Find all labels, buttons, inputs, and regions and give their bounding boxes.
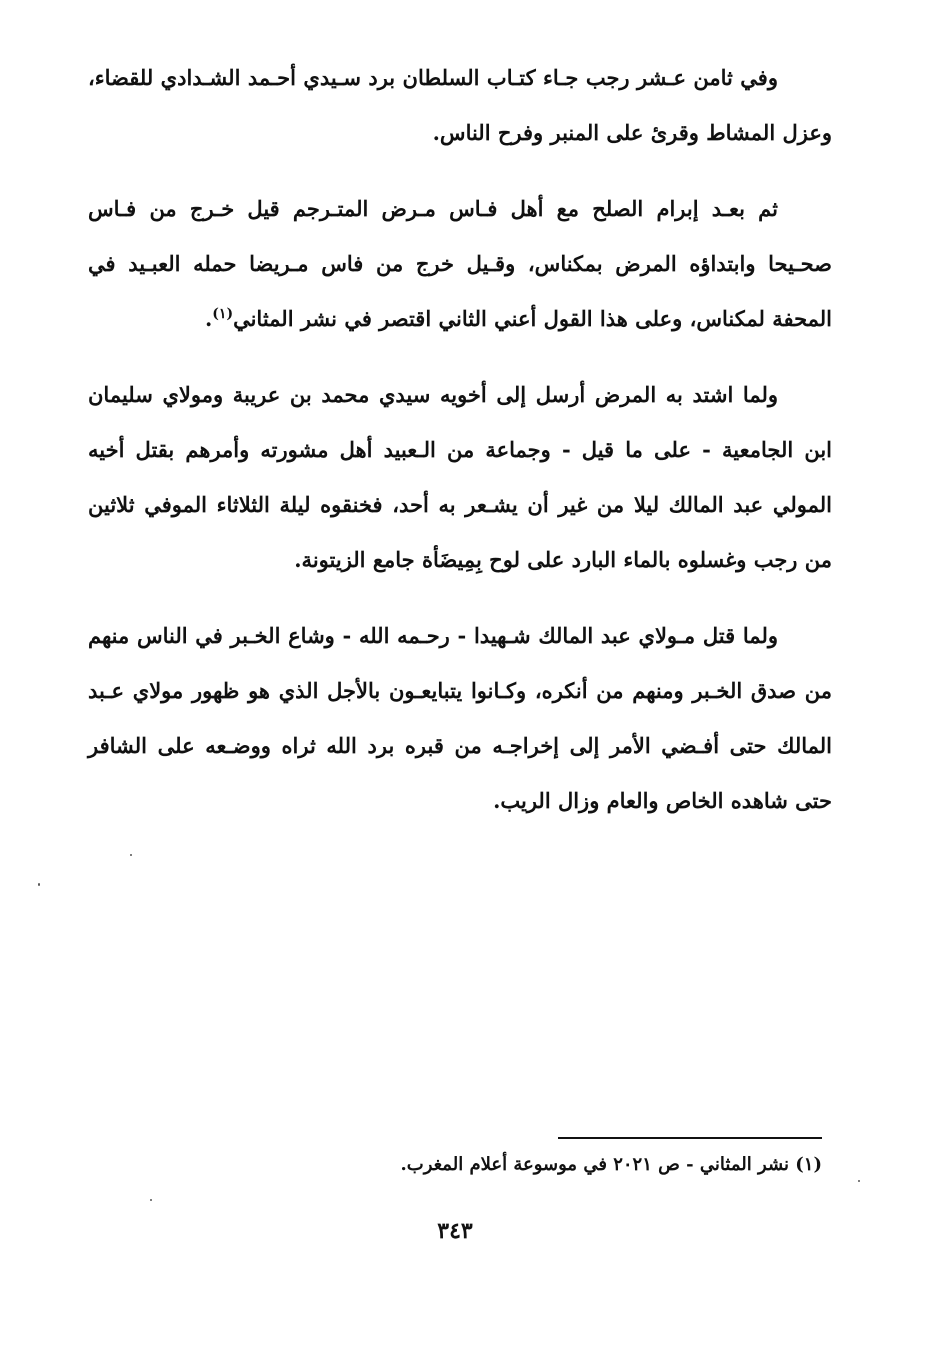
paragraph-2-text: ثم بعـد إبرام الصلح مع أهل فـاس مـرض المتـرجم قيل خـرج من فـاس صحـيحا وابتداؤه المرض بمكناس، وقـيل خرج من فاس مـريضا حمله العبـيد في المحفة لمكناس، وعلى هذا القول أعني الثاني اقتصر في نشر المثاني	[88, 196, 832, 331]
paragraph-1-text: وفي ثامن عـشر رجب جـاء كتـاب السلطان برد سـيدي أحـمد الشـدادي للقضاء، وعزل المشاط وقرئ على المنبر وفرح الناس.	[88, 65, 832, 145]
paragraph-2-ending: .	[204, 306, 213, 331]
scan-speck	[130, 854, 132, 856]
scan-speck	[150, 1199, 152, 1201]
footnote-divider	[558, 1137, 822, 1139]
footnote: (١) نشر المثاني - ص ٢٠٢١ في موسوعة أعلام المغرب.	[400, 1154, 822, 1175]
paragraph-3-text: ولما اشتد به المرض أرسل إلى أخويه سيدي محمد بن عريبة ومولاي سليمان ابن الجامعية - على ما قيل - وجماعة من الـعبيد أهل مشورته وأمرهم بقتل أخيه المولي عبد المالك ليلا من غير أن يشـعر به أحد، فخنقوه ليلة الثلاثاء الموفي ثلاثين من رجب وغسلوه بالماء البارد على لوح بِمِيضَأة جامع الزيتونة.	[88, 382, 832, 572]
page-number: ٣٤٣	[437, 1218, 473, 1244]
paragraph-3	[88, 367, 832, 587]
footnote-reference: (١)	[212, 306, 234, 322]
scan-speck	[858, 1180, 860, 1182]
paragraph-1	[88, 50, 832, 160]
paragraph-2	[88, 181, 832, 346]
body-text	[88, 50, 832, 849]
scan-speck	[38, 883, 40, 886]
paragraph-4-text: ولما قتل مـولاي عبد المالك شـهيدا - رحـمه الله - وشاع الخـبر في الناس منهم من صدق الخـبر ومنهم من أنكره، وكـانوا يتبايعـون بالأجل الذي هو ظهور مولاي عـبد المالك حتى أفـضي الأمر إلى إخراجـه من قبره برد الله ثراه ووضـعه على الشافر حتى شاهده الخاص والعام وزال الريب.	[88, 623, 832, 813]
paragraph-4	[88, 608, 832, 828]
